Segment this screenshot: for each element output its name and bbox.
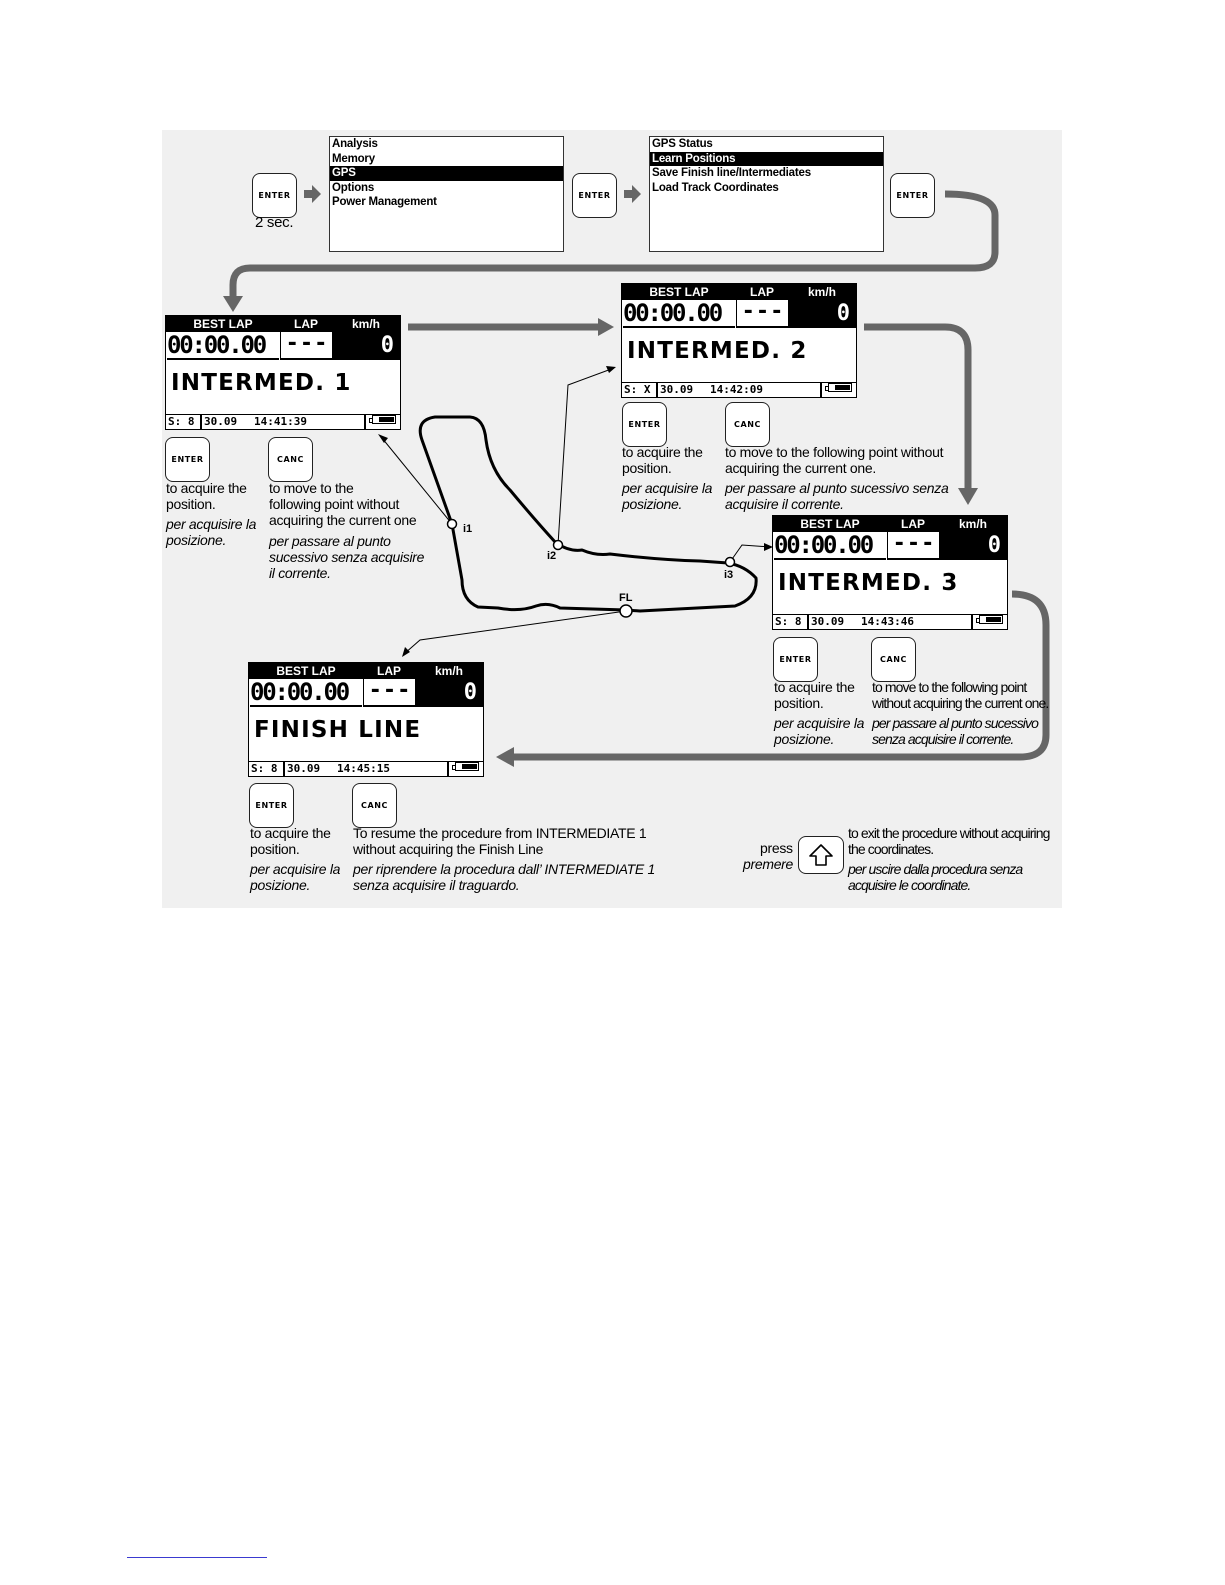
satellite-count: S: 8 bbox=[168, 415, 195, 428]
header-lap: LAP bbox=[377, 664, 401, 678]
header-best-lap: BEST LAP bbox=[800, 517, 860, 531]
caption-skip-it-i2: per passare al punto sucessivo senza acquisire il corrente. bbox=[725, 480, 949, 512]
speed-value: 0 bbox=[939, 532, 1007, 560]
enter-key-learn[interactable]: ENTER bbox=[890, 173, 935, 218]
arrowhead-i3-fl bbox=[496, 747, 514, 767]
menu-item-load-track-coordinates[interactable]: Load Track Coordinates bbox=[652, 181, 779, 194]
marker-i1 bbox=[448, 520, 457, 529]
header-best-lap: BEST LAP bbox=[193, 317, 253, 331]
header-speed-unit: km/h bbox=[351, 317, 380, 331]
lcd-finish-line bbox=[248, 662, 484, 777]
menu-item-analysis[interactable]: Analysis bbox=[332, 138, 378, 150]
caption-exit-en: to exit the procedure without acquiring the coordinates. bbox=[848, 825, 1050, 857]
marker-fl bbox=[620, 605, 632, 617]
battery-icon bbox=[828, 383, 852, 392]
canc-key-i2[interactable]: CANC bbox=[725, 402, 770, 447]
caption-acquire-en-fl: to acquire the position. bbox=[250, 825, 331, 857]
arrowhead-i1-i2 bbox=[598, 318, 614, 336]
battery-icon bbox=[455, 762, 479, 771]
caption-acquire-en-i3: to acquire the position. bbox=[774, 679, 855, 711]
step-arrow-2 bbox=[624, 185, 641, 203]
screen-title: INTERMED. 1 bbox=[171, 370, 352, 396]
lap-timer: 00:00.00 bbox=[250, 679, 362, 707]
clock-value: 14:42:09 bbox=[710, 383, 763, 396]
marker-i2 bbox=[554, 541, 563, 550]
header-speed-unit: km/h bbox=[958, 517, 987, 531]
lap-timer: 00:00.00 bbox=[774, 532, 886, 560]
menu-item-gps[interactable]: GPS bbox=[330, 166, 563, 181]
up-key[interactable] bbox=[798, 836, 844, 874]
screen-title: INTERMED. 2 bbox=[627, 338, 808, 364]
main-menu bbox=[329, 136, 564, 252]
marker-i3 bbox=[726, 558, 735, 567]
gps-menu bbox=[649, 136, 884, 252]
clock-value: 14:43:46 bbox=[861, 615, 914, 628]
menu-item-memory[interactable]: Memory bbox=[332, 152, 375, 165]
canc-key-fl[interactable]: CANC bbox=[352, 783, 397, 828]
date-value: 30.09 bbox=[287, 762, 321, 775]
speed-value: 0 bbox=[415, 679, 483, 707]
clock-value: 14:41:39 bbox=[254, 415, 307, 428]
caption-resume-it: per riprendere la procedura dall’ INTERMEDIATE 1 senza acquisire il traguardo. bbox=[353, 861, 656, 893]
satellite-count: S: X bbox=[624, 383, 651, 396]
enter-key-i2[interactable]: ENTER bbox=[622, 402, 667, 447]
premere-label: premere bbox=[743, 856, 794, 872]
header-speed-unit: km/h bbox=[807, 285, 836, 299]
satellite-count: S: 8 bbox=[251, 762, 278, 775]
track-label-fl: FL bbox=[619, 592, 633, 604]
battery-icon bbox=[979, 615, 1003, 624]
caption-acquire-en-i1: to acquire the position. bbox=[166, 480, 247, 512]
speed-value: 0 bbox=[332, 332, 400, 360]
pointer-i2 bbox=[558, 368, 614, 545]
canc-key-i1[interactable]: CANC bbox=[268, 437, 313, 482]
track-label-i2: i2 bbox=[547, 550, 557, 562]
arrowhead-top bbox=[223, 296, 243, 312]
header-best-lap: BEST LAP bbox=[276, 664, 336, 678]
caption-skip-en-i3: to move to the following point without acquiring the current one. bbox=[872, 679, 1049, 711]
hold-duration-label: 2 sec. bbox=[255, 214, 294, 231]
caption-resume-en: To resume the procedure from INTERMEDIATE 1 without acquiring the Finish Line bbox=[353, 825, 647, 857]
header-lap: LAP bbox=[294, 317, 318, 331]
step-arrow-1 bbox=[304, 185, 321, 203]
header-lap: LAP bbox=[750, 285, 774, 299]
battery-icon bbox=[372, 415, 396, 424]
lcd-intermediate-2 bbox=[621, 283, 857, 398]
date-value: 30.09 bbox=[204, 415, 238, 428]
date-value: 30.09 bbox=[811, 615, 845, 628]
menu-item-power-management[interactable]: Power Management bbox=[332, 196, 437, 208]
date-value: 30.09 bbox=[660, 383, 694, 396]
track-label-i3: i3 bbox=[724, 569, 734, 581]
enter-key-fl[interactable]: ENTER bbox=[249, 783, 294, 828]
screen-title: FINISH LINE bbox=[254, 717, 422, 743]
caption-acquire-it-fl: per acquisire la posizione. bbox=[250, 861, 341, 893]
enter-key-i3[interactable]: ENTER bbox=[773, 637, 818, 682]
caption-acquire-it-i2: per acquisire la posizione. bbox=[622, 480, 713, 512]
track-label-i1: i1 bbox=[463, 523, 473, 535]
pointer-fl bbox=[404, 611, 626, 654]
menu-item-save-finish-line[interactable]: Save Finish line/Intermediates bbox=[652, 167, 811, 179]
header-best-lap: BEST LAP bbox=[649, 285, 709, 299]
lcd-intermediate-3 bbox=[772, 515, 1008, 630]
lap-count: --- bbox=[736, 300, 789, 328]
lap-count: --- bbox=[887, 532, 940, 560]
lap-timer: 00:00.00 bbox=[167, 332, 279, 360]
caption-skip-en-i2: to move to the following point without acquiring the current one. bbox=[725, 444, 944, 476]
press-label: press bbox=[760, 840, 793, 856]
screen-title: INTERMED. 3 bbox=[778, 570, 959, 596]
lap-count: --- bbox=[280, 332, 333, 360]
caption-skip-it-i1: per passare al punto sucessivo senza acquisire il corrente. bbox=[269, 533, 425, 581]
menu-item-gps-status[interactable]: GPS Status bbox=[652, 138, 713, 150]
lcd-intermediate-1 bbox=[165, 315, 401, 430]
caption-skip-it-i3: per passare al punto sucessivo senza acquisire il corrente. bbox=[872, 715, 1038, 747]
clock-value: 14:45:15 bbox=[337, 762, 390, 775]
header-lap: LAP bbox=[901, 517, 925, 531]
satellite-count: S: 8 bbox=[775, 615, 802, 628]
enter-key-i1[interactable]: ENTER bbox=[165, 437, 210, 482]
caption-acquire-en-i2: to acquire the position. bbox=[622, 444, 703, 476]
speed-value: 0 bbox=[788, 300, 856, 328]
menu-item-options[interactable]: Options bbox=[332, 181, 375, 194]
track-outline bbox=[420, 417, 756, 611]
lap-count: --- bbox=[363, 679, 416, 707]
enter-key-gps[interactable]: ENTER bbox=[572, 173, 617, 218]
menu-item-learn-positions[interactable]: Learn Positions bbox=[650, 152, 883, 167]
caption-exit-it: per uscire dalla procedura senza acquisire le coordinate. bbox=[848, 861, 1023, 893]
caption-acquire-it-i1: per acquisire la posizione. bbox=[166, 516, 257, 548]
caption-skip-en-i1: to move to the following point without acquiring the current one bbox=[269, 480, 417, 528]
up-arrow-icon bbox=[808, 843, 834, 867]
arrowhead-i2-i3 bbox=[958, 488, 978, 505]
lap-timer: 00:00.00 bbox=[623, 300, 735, 328]
enter-key-start[interactable]: ENTER bbox=[252, 173, 297, 218]
header-speed-unit: km/h bbox=[434, 664, 463, 678]
canc-key-i3[interactable]: CANC bbox=[871, 637, 916, 682]
caption-acquire-it-i3: per acquisire la posizione. bbox=[774, 715, 865, 747]
footnote-rule bbox=[127, 1557, 267, 1558]
